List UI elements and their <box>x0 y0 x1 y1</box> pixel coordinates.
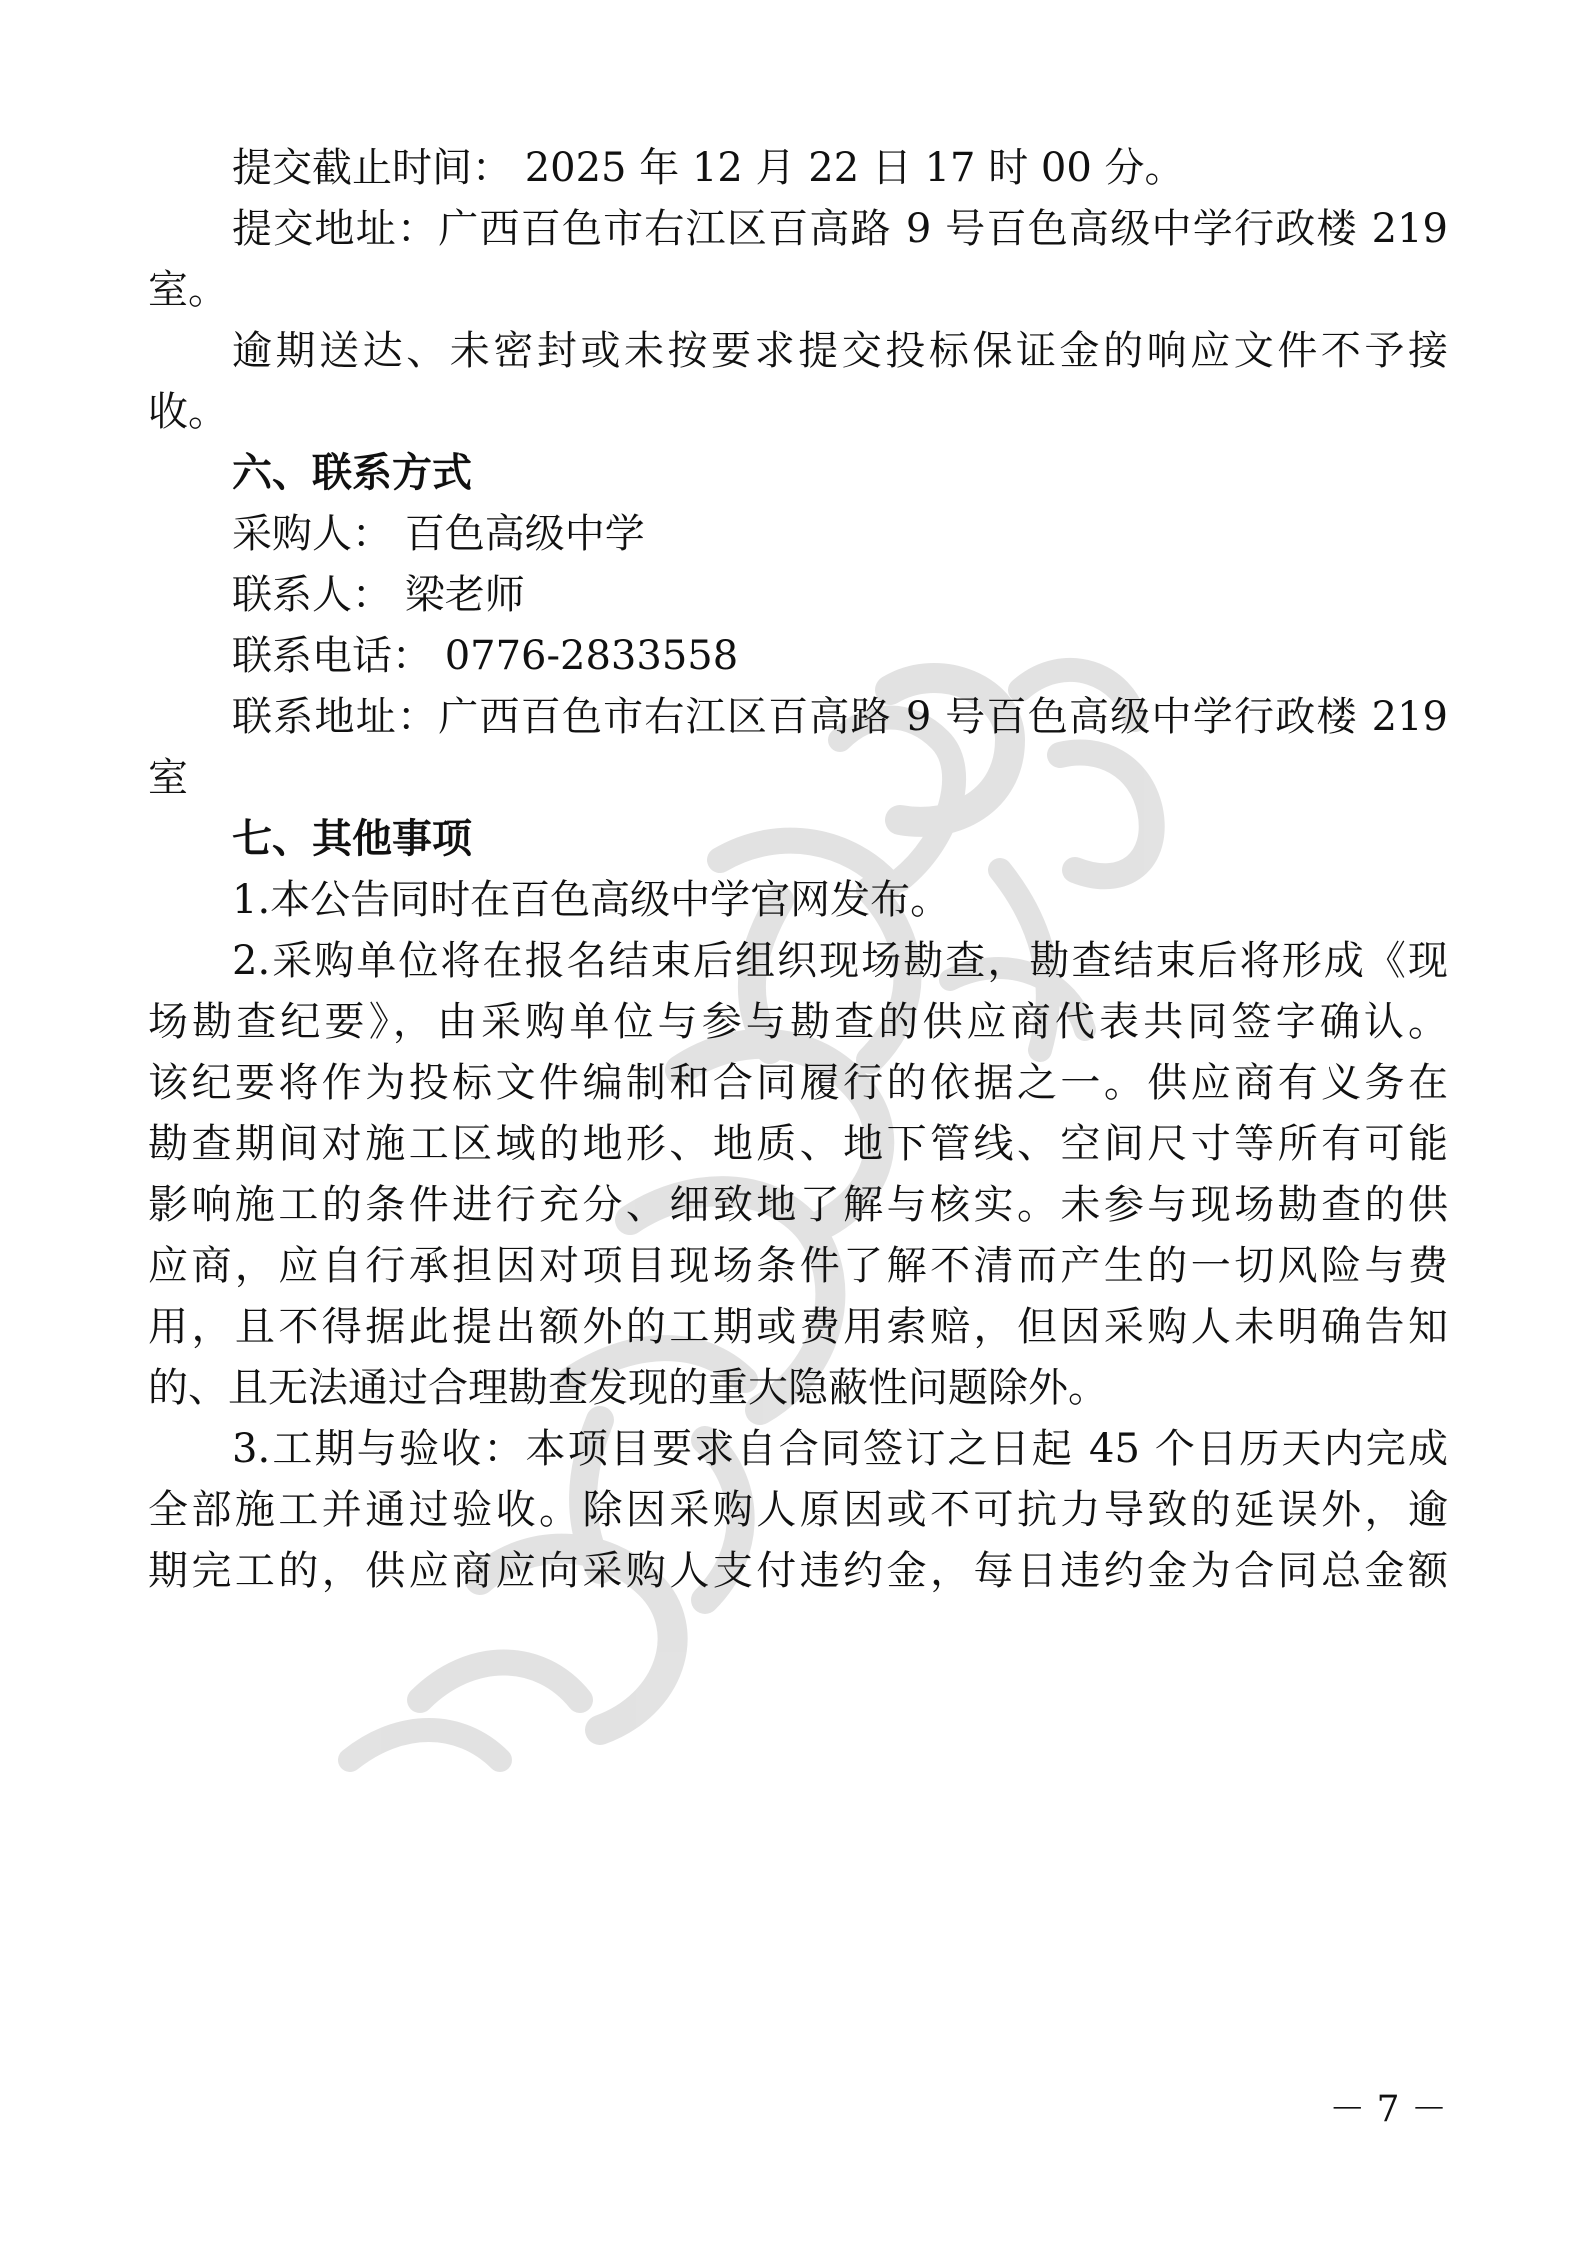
item-2-line-3: 该纪要将作为投标文件编制和合同履行的依据之一。供应商有义务在 <box>148 1060 1448 1106</box>
item-3-line-2: 全部施工并通过验收。除因采购人原因或不可抗力导致的延误外，逾 <box>148 1487 1448 1533</box>
item-3-line-1: 3.工期与验收：本项目要求自合同签订之日起 45 个日历天内完成 <box>232 1426 1448 1472</box>
submission-deadline: 提交截止时间： 2025 年 12 月 22 日 17 时 00 分。 <box>232 145 1185 191</box>
purchaser-line: 采购人： 百色高级中学 <box>232 511 645 557</box>
contact-person-line: 联系人： 梁老师 <box>232 572 525 618</box>
late-submission-notice-line-2: 收。 <box>148 389 228 435</box>
item-3-line-3: 期完工的，供应商应向采购人支付违约金，每日违约金为合同总金额 <box>148 1548 1448 1594</box>
section-heading-other-matters: 七、其他事项 <box>232 816 472 862</box>
item-2-line-5: 影响施工的条件进行充分、细致地了解与核实。未参与现场勘查的供 <box>148 1182 1448 1228</box>
contact-address-line-2: 室 <box>148 755 188 801</box>
item-2-line-1: 2.采购单位将在报名结束后组织现场勘查，勘查结束后将形成《现 <box>232 938 1448 984</box>
section-heading-contact: 六、联系方式 <box>232 450 472 496</box>
item-2-line-7: 用，且不得据此提出额外的工期或费用索赔，但因采购人未明确告知 <box>148 1304 1448 1350</box>
item-2-line-6: 应商，应自行承担因对项目现场条件了解不清而产生的一切风险与费 <box>148 1243 1448 1289</box>
contact-phone-line: 联系电话： 0776-2833558 <box>232 633 739 679</box>
submission-address-line-2: 室。 <box>148 267 228 313</box>
late-submission-notice-line-1: 逾期送达、未密封或未按要求提交投标保证金的响应文件不予接 <box>232 328 1448 374</box>
page-number: － 7 － <box>1329 2089 1447 2130</box>
item-2-line-2: 场勘查纪要》，由采购单位与参与勘查的供应商代表共同签字确认。 <box>148 999 1448 1045</box>
item-1-line: 1.本公告同时在百色高级中学官网发布。 <box>232 877 951 923</box>
item-2-line-8: 的、且无法通过合理勘查发现的重大隐蔽性问题除外。 <box>148 1365 1108 1411</box>
item-2-line-4: 勘查期间对施工区域的地形、地质、地下管线、空间尺寸等所有可能 <box>148 1121 1448 1167</box>
submission-address-line-1: 提交地址：广西百色市右江区百高路 9 号百色高级中学行政楼 219 <box>232 206 1448 252</box>
contact-address-line-1: 联系地址：广西百色市右江区百高路 9 号百色高级中学行政楼 219 <box>232 694 1448 740</box>
